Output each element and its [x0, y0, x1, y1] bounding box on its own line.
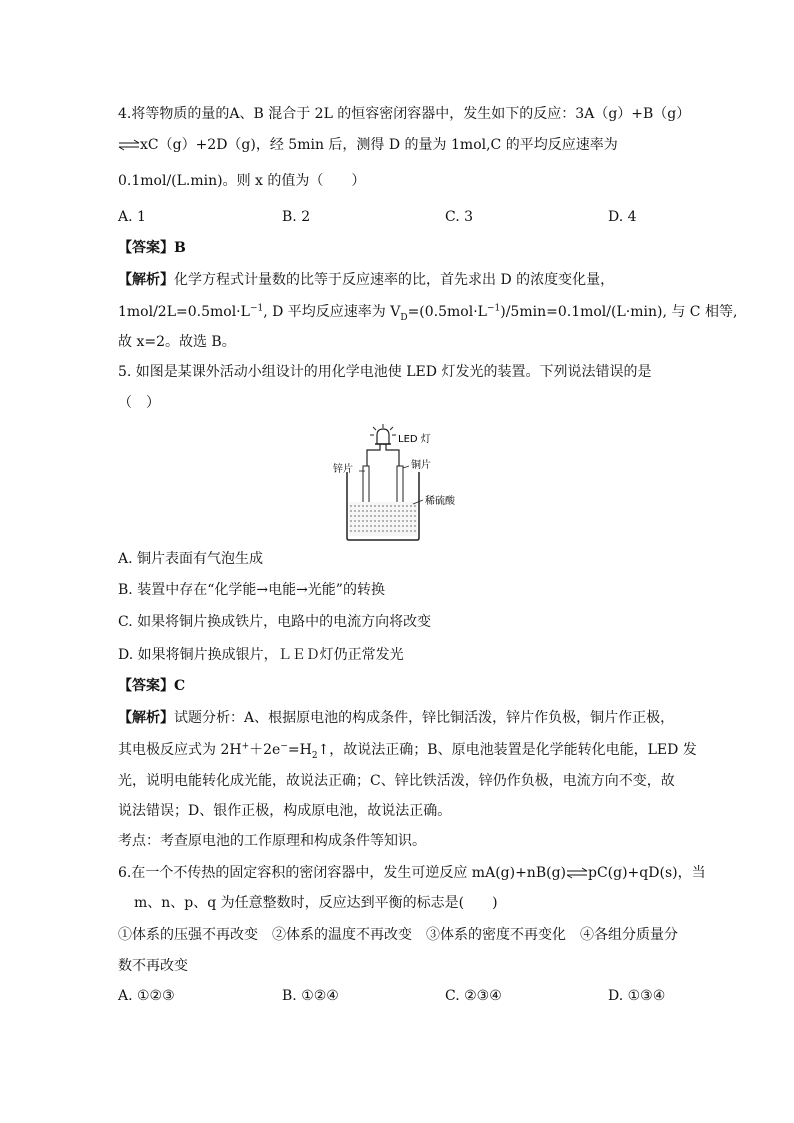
copper-label: 铜片 [411, 460, 431, 471]
q4-stem-line1: 4.将等物质的量的A、B 混合于 2L 的恒容密闭容器中，发生如下的反应：3A（g）+B（g） [118, 106, 691, 122]
q6-conditions-cont: 数不再改变 [118, 958, 188, 974]
q4-analysis-2b: , D 平均反应速率为 V [263, 304, 401, 320]
led-label: LED 灯 [398, 434, 431, 445]
q4-analysis-line1 [118, 270, 614, 290]
q6-stem-line2: m、n、p、q 为任意整数时，反应达到平衡的标志是( ) [134, 895, 498, 911]
q4-option-b: B. 2 [282, 209, 311, 225]
q4-option-d: D. 4 [608, 209, 637, 225]
q5-answer: 【答案】C [118, 678, 186, 694]
q5-option-b: B. 装置中存在“化学能→电能→光能”的转换 [118, 582, 385, 598]
q4-analysis-2-sup: −1 [249, 303, 264, 314]
q4-analysis-label: 【解析】 [118, 272, 174, 288]
q5-analysis-line2 [118, 740, 697, 760]
q4-analysis-2a: 1mol/2L=0.5mol·L [118, 304, 250, 320]
q5-analysis-2b: ＋2e [249, 742, 281, 758]
q5-analysis-label: 【解析】 [118, 710, 174, 726]
q4-analysis-line3: 故 x=2。故选 B。 [118, 334, 236, 350]
q6-stem-line1 [118, 863, 706, 883]
q4-analysis-line2 [118, 302, 737, 322]
q4-answer: 【答案】B [118, 240, 186, 256]
q6-conditions: ①体系的压强不再改变 ②体系的温度不再改变 ③体系的密度不再变化 ④各组分质量分 [118, 927, 678, 943]
battery-figure [325, 422, 475, 547]
reversible-arrow-icon [566, 867, 588, 879]
q6-stem-1a: 6.在一个不传热的固定容积的密闭容器中，发生可逆反应 mA(g)+nB(g) [118, 865, 566, 881]
q4-stem-line3: 0.1mol/(L.min)。则 x 的值为（ ） [118, 173, 366, 189]
q5-kaodian: 考点：考查原电池的工作原理和构成条件等知识。 [118, 833, 426, 849]
q5-analysis-2-sup2: − [280, 741, 288, 752]
q5-option-c: C. 如果将铜片换成铁片，电路中的电流方向将改变 [118, 614, 432, 630]
q5-analysis-2-sup: + [241, 741, 250, 752]
led-bulb-icon [377, 429, 389, 444]
q5-analysis-2-sub: 2 [311, 750, 318, 761]
q5-analysis-2a: 其电极反应式为 2H [118, 742, 242, 758]
q4-analysis-2d: )/5min=0.1mol/(L·min), 与 C 相等, [500, 304, 738, 320]
q5-analysis-2c: =H [287, 742, 312, 758]
q4-analysis-text1: 化学方程式计量数的比等于反应速率的比，首先求出 D 的浓度变化量， [174, 272, 615, 288]
q4-option-a: A. 1 [118, 209, 146, 225]
q5-analysis-line4: 说法错误；D、银作正极，构成原电池，故说法正确。 [118, 803, 452, 819]
zinc-label: 锌片 [333, 464, 353, 475]
q5-analysis-text1: 试题分析：A、根据原电池的构成条件，锌比铜活泼，锌片作负极，铜片作正极， [174, 710, 675, 726]
acid-label: 稀硫酸 [425, 496, 455, 507]
q4-option-c: C. 3 [445, 209, 474, 225]
q6-option-c: C. ②③④ [445, 988, 502, 1004]
q4-stem-line2 [118, 135, 618, 155]
q5-paren: （ ） [118, 395, 160, 411]
q4-analysis-2c: =(0.5mol·L [407, 304, 487, 320]
q5-option-a: A. 铜片表面有气泡生成 [118, 551, 264, 567]
q6-option-a: A. ①②③ [118, 988, 175, 1004]
q4-analysis-2-sub: D [400, 312, 408, 323]
q5-option-d: D. 如果将铜片换成银片，ＬＥＤ灯仍正常发光 [118, 647, 404, 663]
q6-option-b: B. ①②④ [282, 988, 339, 1004]
q6-stem-1b: pC(g)+qD(s)，当 [588, 865, 706, 881]
q5-stem: 5. 如图是某课外活动小组设计的用化学电池使 LED 灯发光的装置。下列说法错误的是 [118, 364, 652, 380]
q4-stem-line2-text: xC（g）+2D（g)，经 5min 后，测得 D 的量为 1mol,C 的平均反应速率为 [140, 137, 618, 153]
q4-analysis-2-sup2: −1 [486, 303, 501, 314]
q5-analysis-2d: ↑，故说法正确；B、原电池装置是化学能转化电能，LED 发 [317, 742, 697, 758]
reversible-arrow-icon [118, 139, 140, 151]
q6-option-d: D. ①③④ [608, 988, 666, 1004]
q5-analysis-line3: 光，说明电能转化成光能，故说法正确；C、锌比铁活泼，锌仍作负极，电流方向不变，故 [118, 773, 675, 789]
q5-analysis-line1 [118, 708, 674, 728]
